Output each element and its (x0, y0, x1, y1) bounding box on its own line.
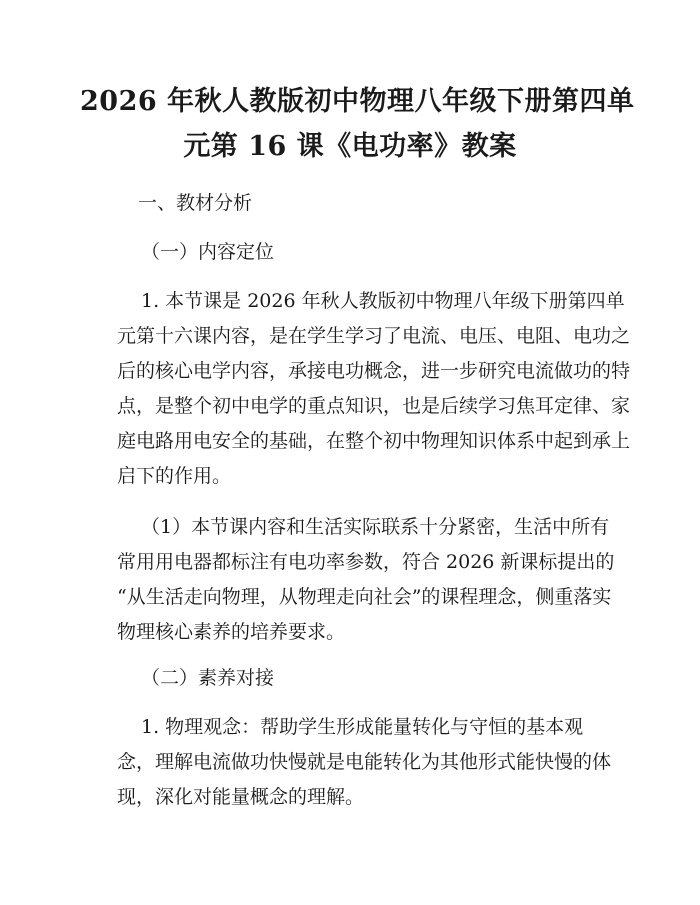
paragraph-line: 启下的作用。 (117, 465, 232, 487)
paragraph-line: 1. 本节课是 2026 年秋人教版初中物理八年级下册第四单 (141, 290, 625, 312)
document-title-line-2: 元第 16 课《电功率》教案 (183, 131, 517, 162)
paragraph-line: 物理核心素养的培养要求。 (117, 621, 346, 643)
paragraph-line: 现，深化对能量概念的理解。 (117, 786, 365, 808)
subsection-heading: （二）素养对接 (141, 667, 275, 689)
paragraph-line: （1）本节课内容和生活实际联系十分紧密，生活中所有 (141, 516, 610, 538)
paragraph-line: 1. 物理观念：帮助学生形成能量转化与守恒的基本观 (141, 716, 584, 738)
paragraph-line: 元第十六课内容，是在学生学习了电流、电压、电阻、电功之 (117, 325, 631, 347)
paragraph-line: 庭电路用电安全的基础，在整个初中物理知识体系中起到承上 (117, 430, 631, 452)
paragraph-line: 常用用电器都标注有电功率参数，符合 2026 新课标提出的 (117, 551, 615, 573)
paragraph-line: “从生活走向物理，从物理走向社会”的课程理念，侧重落实 (117, 586, 612, 608)
section-heading: 一、教材分析 (138, 192, 253, 214)
paragraph-line: 点，是整个初中电学的重点知识，也是后续学习焦耳定律、家 (117, 395, 631, 417)
paragraph-line: 后的核心电学内容，承接电功概念，进一步研究电流做功的特 (117, 360, 631, 382)
document-title-line-1: 2026 年秋人教版初中物理八年级下册第四单 (80, 86, 635, 117)
paragraph-line: 念，理解电流做功快慢就是电能转化为其他形式能快慢的体 (117, 751, 612, 773)
subsection-heading: （一）内容定位 (141, 241, 275, 263)
